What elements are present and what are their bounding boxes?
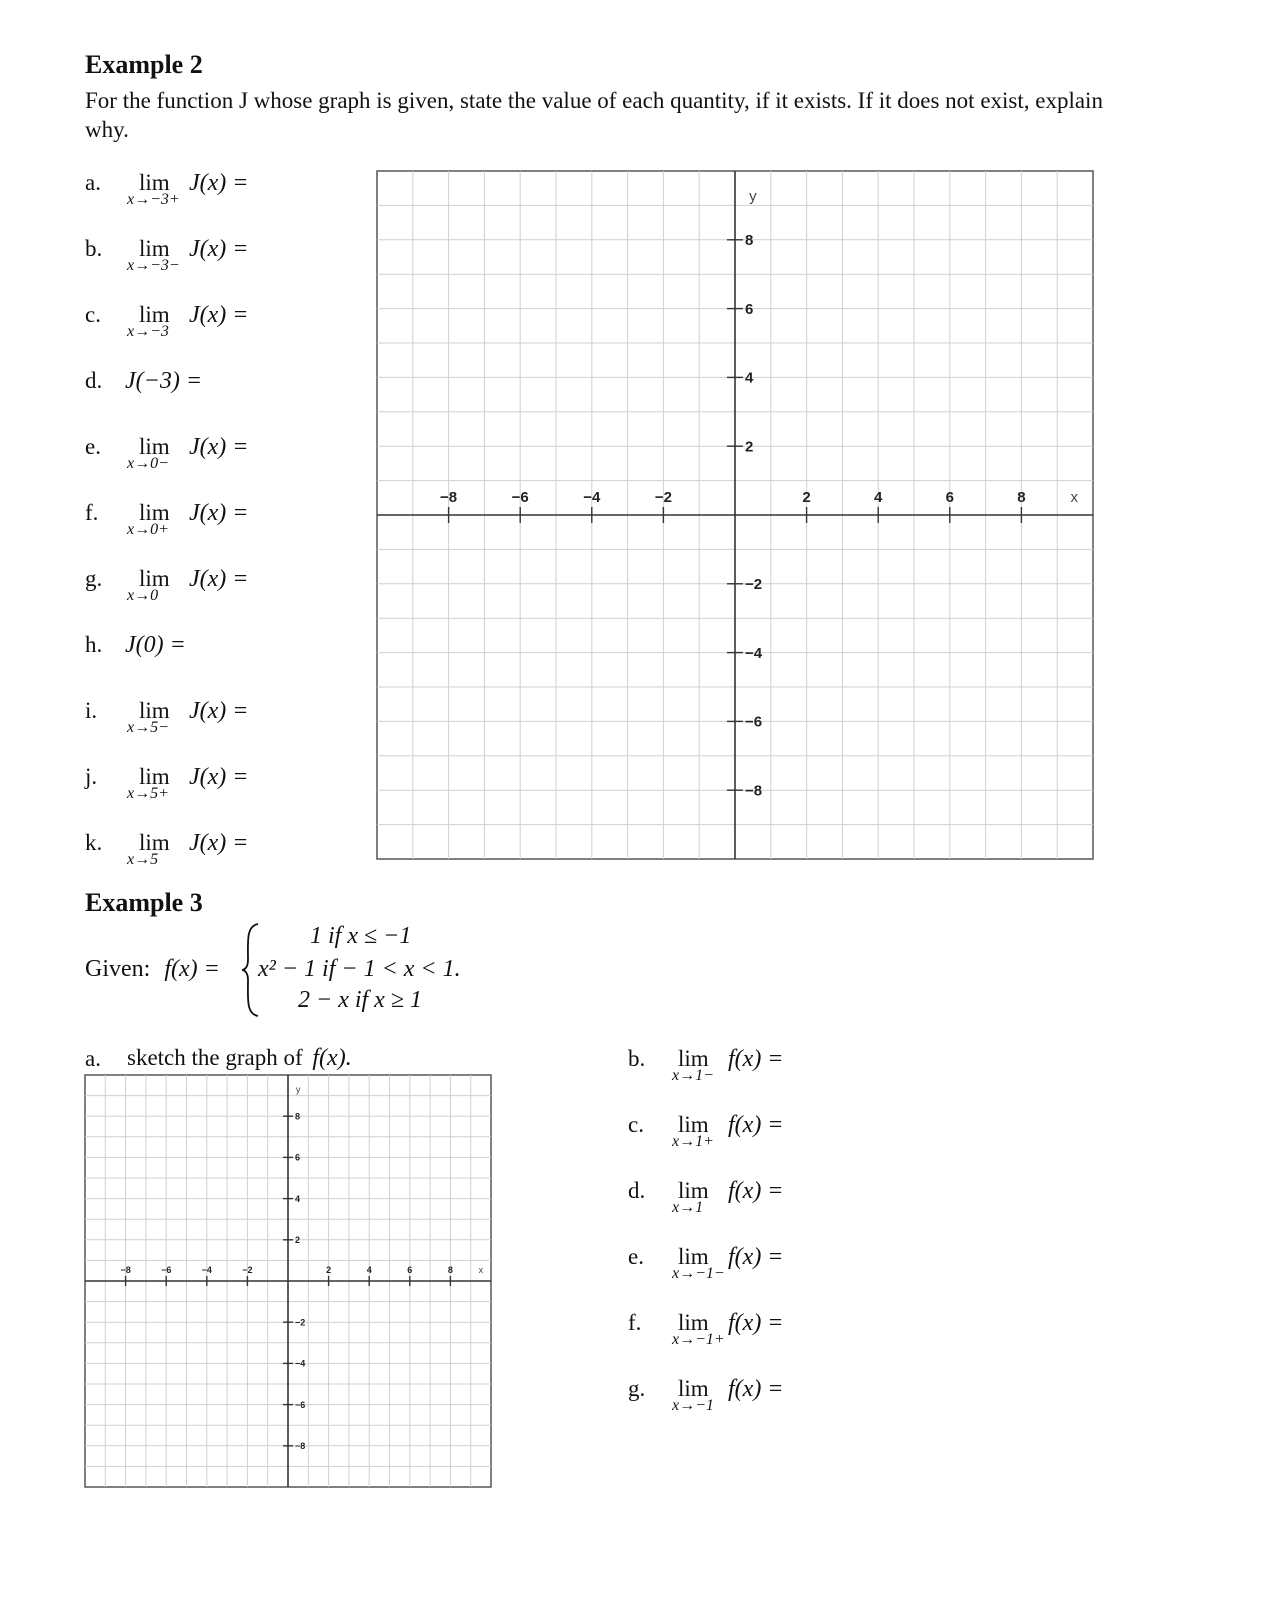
y-tick-label: 4	[295, 1193, 301, 1204]
y-tick-label: −8	[295, 1440, 306, 1451]
lim-word: lim	[139, 434, 170, 459]
lim-word: lim	[139, 500, 170, 525]
lim-word: lim	[139, 566, 170, 591]
lim-approach: x→5+	[127, 785, 169, 802]
example-3-graph[interactable]	[84, 1074, 492, 1488]
lim-expression: J(x) =	[189, 434, 249, 460]
y-tick-label: 2	[745, 438, 754, 456]
ex2-question-letter: i.	[85, 698, 98, 723]
y-tick-label: −4	[295, 1358, 306, 1369]
ex2-question-a	[127, 170, 327, 210]
part-a-instruction	[127, 1045, 352, 1072]
x-axis-label: x	[1070, 489, 1079, 506]
lim-expression: J(x) =	[189, 764, 249, 790]
x-tick-label: 6	[945, 489, 954, 506]
ex2-question-k	[127, 830, 327, 870]
part-a-text: sketch the graph of	[127, 1045, 303, 1070]
y-tick-label: −2	[745, 576, 763, 594]
ex2-question-letter: b.	[85, 236, 103, 261]
example-3-title: Example 3	[85, 888, 203, 917]
part-a-letter: a.	[85, 1046, 101, 1071]
case-1: 1 if x ≤ −1	[310, 923, 412, 949]
ex3-question-f	[672, 1310, 872, 1350]
lim-word: lim	[139, 236, 170, 261]
x-tick-label: 2	[802, 489, 811, 506]
x-tick-label: −8	[440, 489, 458, 506]
ex2-question-letter: a.	[85, 170, 101, 195]
lim-expression: f(x) =	[728, 1112, 784, 1138]
lim-word: lim	[678, 1112, 709, 1137]
ex2-question-g	[127, 566, 327, 606]
y-tick-label: 6	[295, 1152, 301, 1163]
ex2-question-letter: k.	[85, 830, 103, 855]
ex2-question-j	[127, 764, 327, 804]
x-tick-label: 4	[874, 489, 883, 506]
example-2-title: Example 2	[85, 50, 203, 79]
case-3: 2 − x if x ≥ 1	[298, 987, 423, 1013]
lim-word: lim	[139, 764, 170, 789]
ex2-question-letter: g.	[85, 566, 103, 591]
lim-expression: f(x) =	[728, 1310, 784, 1336]
ex2-question-f	[127, 500, 327, 540]
y-tick-label: 8	[295, 1111, 301, 1122]
x-tick-label: 2	[326, 1265, 332, 1275]
y-tick-label: 2	[295, 1234, 301, 1245]
ex2-question-i	[127, 698, 327, 738]
lim-approach: x→5−	[127, 719, 169, 736]
lim-expression: J(x) =	[189, 698, 249, 724]
lim-word: lim	[139, 830, 170, 855]
given-label	[85, 956, 220, 983]
ex2-question-letter: c.	[85, 302, 101, 327]
lim-expression: J(x) =	[189, 500, 249, 526]
ex2-question-letter: d.	[85, 368, 103, 393]
y-tick-label: −4	[745, 644, 763, 662]
lim-approach: x→5	[127, 851, 159, 868]
x-tick-label: 8	[1017, 489, 1026, 506]
y-tick-label: −8	[745, 782, 763, 800]
lim-expression: f(x) =	[728, 1178, 784, 1204]
lim-word: lim	[678, 1310, 709, 1335]
lim-approach: x→−3−	[127, 257, 180, 274]
lim-expression: J(x) =	[189, 170, 249, 196]
given-text: Given:	[85, 956, 151, 982]
lim-expression: f(x) =	[728, 1046, 784, 1072]
ex2-question-h: J(0) =	[125, 632, 186, 658]
y-tick-label: 6	[745, 300, 754, 318]
y-tick-label: 8	[745, 232, 754, 250]
example-2-graph	[376, 170, 1094, 860]
lim-approach: x→1−	[672, 1067, 714, 1084]
lim-approach: x→1	[672, 1199, 704, 1216]
lim-approach: x→−1	[672, 1397, 714, 1414]
lim-word: lim	[678, 1244, 709, 1269]
ex3-question-letter: b.	[628, 1046, 646, 1071]
lim-word: lim	[139, 302, 170, 327]
ex2-question-letter: f.	[85, 500, 99, 525]
lim-expression: f(x) =	[728, 1376, 784, 1402]
x-tick-label: −4	[583, 489, 601, 506]
ex2-question-d: J(−3) =	[125, 368, 203, 394]
x-tick-label: −2	[654, 489, 672, 506]
lim-approach: x→−3	[127, 323, 169, 340]
ex2-question-letter: j.	[85, 764, 98, 789]
y-tick-label: −6	[295, 1399, 306, 1410]
y-axis-label: y	[749, 188, 757, 206]
ex2-question-e	[127, 434, 327, 474]
ex3-question-letter: d.	[628, 1178, 646, 1203]
ex3-question-letter: g.	[628, 1376, 646, 1401]
x-tick-label: 6	[407, 1265, 413, 1275]
y-tick-label: 4	[745, 369, 754, 387]
lim-word: lim	[139, 170, 170, 195]
lim-expression: J(x) =	[189, 830, 249, 856]
example-2-instructions: For the function J whose graph is given, state the value of each quantity, if it exists. If it does not exist, explain why.	[85, 88, 1103, 142]
x-axis-label: x	[478, 1265, 484, 1275]
case-2: x² − 1 if − 1 < x < 1.	[258, 956, 461, 982]
ex2-question-c	[127, 302, 327, 342]
ex2-question-b	[127, 236, 327, 276]
lim-expression: J(x) =	[189, 302, 249, 328]
lim-approach: x→−3+	[127, 191, 180, 208]
lim-approach: x→−1+	[672, 1331, 725, 1348]
lim-word: lim	[678, 1178, 709, 1203]
ex3-question-g	[672, 1376, 872, 1416]
part-a-expr: f(x).	[312, 1045, 352, 1071]
lim-word: lim	[678, 1046, 709, 1071]
lim-expression: f(x) =	[728, 1244, 784, 1270]
ex3-question-d	[672, 1178, 872, 1218]
x-tick-label: −4	[201, 1265, 212, 1275]
ex2-question-letter: h.	[85, 632, 103, 657]
x-tick-label: −2	[242, 1265, 253, 1275]
lim-approach: x→1+	[672, 1133, 714, 1150]
ex3-question-c	[672, 1112, 872, 1152]
ex3-question-b	[672, 1046, 872, 1086]
ex2-question-letter: e.	[85, 434, 101, 459]
ex3-question-letter: c.	[628, 1112, 644, 1137]
lim-approach: x→0	[127, 587, 159, 604]
lim-approach: x→0+	[127, 521, 169, 538]
x-tick-label: −8	[120, 1265, 131, 1275]
function-lhs: f(x) =	[164, 956, 220, 982]
lim-expression: J(x) =	[189, 566, 249, 592]
ex3-question-letter: f.	[628, 1310, 642, 1335]
x-tick-label: −6	[511, 489, 529, 506]
x-tick-label: 4	[366, 1265, 372, 1275]
lim-word: lim	[139, 698, 170, 723]
y-tick-label: −2	[295, 1317, 306, 1328]
ex3-question-letter: e.	[628, 1244, 644, 1269]
x-tick-label: 8	[447, 1265, 453, 1275]
lim-approach: x→0−	[127, 455, 169, 472]
ex3-question-e	[672, 1244, 872, 1284]
x-tick-label: −6	[161, 1265, 172, 1275]
lim-expression: J(x) =	[189, 236, 249, 262]
y-axis-label: y	[295, 1084, 301, 1095]
y-tick-label: −6	[745, 713, 763, 731]
lim-approach: x→−1−	[672, 1265, 725, 1282]
lim-word: lim	[678, 1376, 709, 1401]
